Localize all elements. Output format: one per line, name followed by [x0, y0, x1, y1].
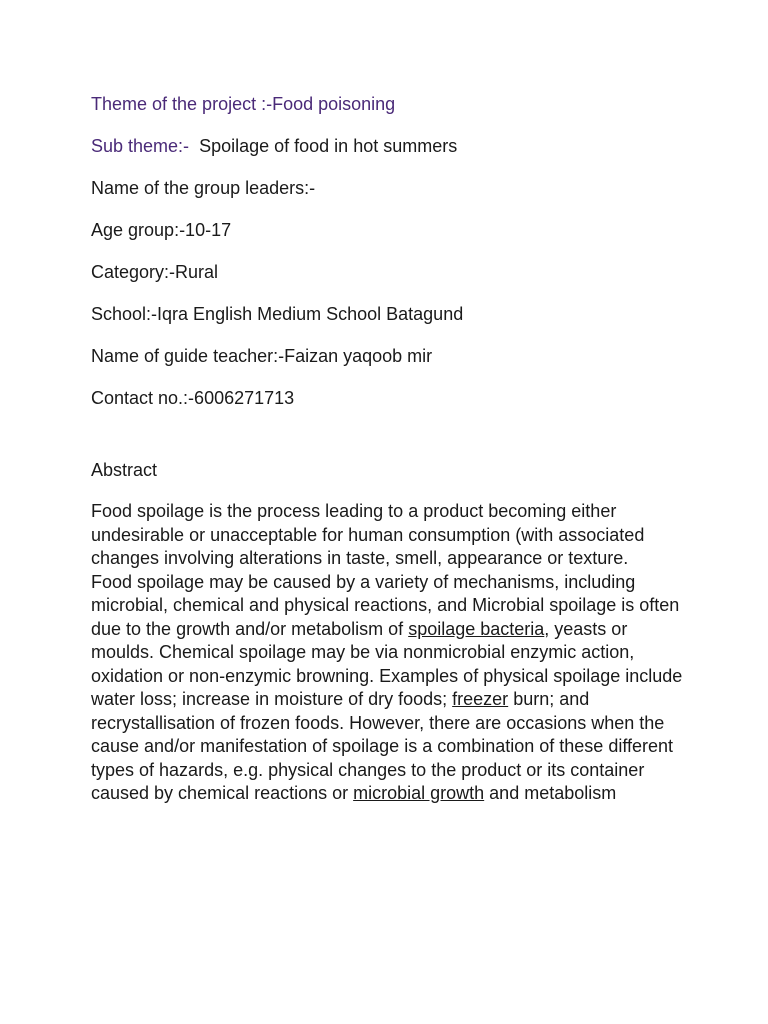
theme-value: Food poisoning: [272, 94, 396, 114]
age-group-line: Age group:-10-17: [91, 220, 232, 240]
category-line: Category:-Rural: [91, 262, 219, 282]
school-line: School:-Iqra English Medium School Batagund: [91, 304, 464, 324]
abstract-paragraph-1: Food spoilage is the process leading to a product becoming either undesirable or unacceptable for human consumption (with associated changes involving alterations in taste, smell, appearance or texture.: [91, 501, 645, 568]
subtheme-label: Sub theme:-: [91, 136, 190, 156]
p2-text-d: and metabolism: [484, 783, 617, 803]
subtheme-line: [91, 134, 731, 158]
theme-line: [91, 92, 731, 116]
p2-text-c: burn; and recrystallisation of frozen foods. However, there are occasions when the cause and/or manifestation of spoilage is a combination of these different types of hazards, e.g. physical changes to the product or its container caused by chemical reactions or: [91, 689, 674, 803]
abstract-paragraph-2: [91, 571, 691, 806]
subtheme-value: Spoilage of food in hot summers: [199, 136, 458, 156]
p2-text-b: , yeasts or moulds. Chemical spoilage may be via nonmicrobial enzymic action, oxidation or non-enzymic browning. Examples of physical spoilage include water loss; increase in moisture of dry foods;: [91, 618, 683, 709]
theme-label: Theme of the project :-: [91, 94, 273, 114]
freezer-link[interactable]: freezer: [452, 689, 509, 709]
guide-teacher-line: Name of guide teacher:-Faizan yaqoob mir: [91, 346, 433, 366]
document-page: [91, 92, 731, 806]
section-spacer: [91, 428, 731, 458]
microbial-growth-link[interactable]: microbial growth: [353, 783, 485, 803]
group-leaders-line: Name of the group leaders:-: [91, 178, 316, 198]
p2-text-a: Food spoilage may be caused by a variety of mechanisms, including microbial, chemical and physical reactions, and Microbial spoilage is often due to the growth and/or metabolism of: [91, 571, 680, 639]
spoilage-bacteria-link[interactable]: spoilage bacteria: [408, 618, 545, 639]
abstract-heading: Abstract: [91, 460, 158, 480]
contact-line: Contact no.:-6006271713: [91, 388, 295, 408]
